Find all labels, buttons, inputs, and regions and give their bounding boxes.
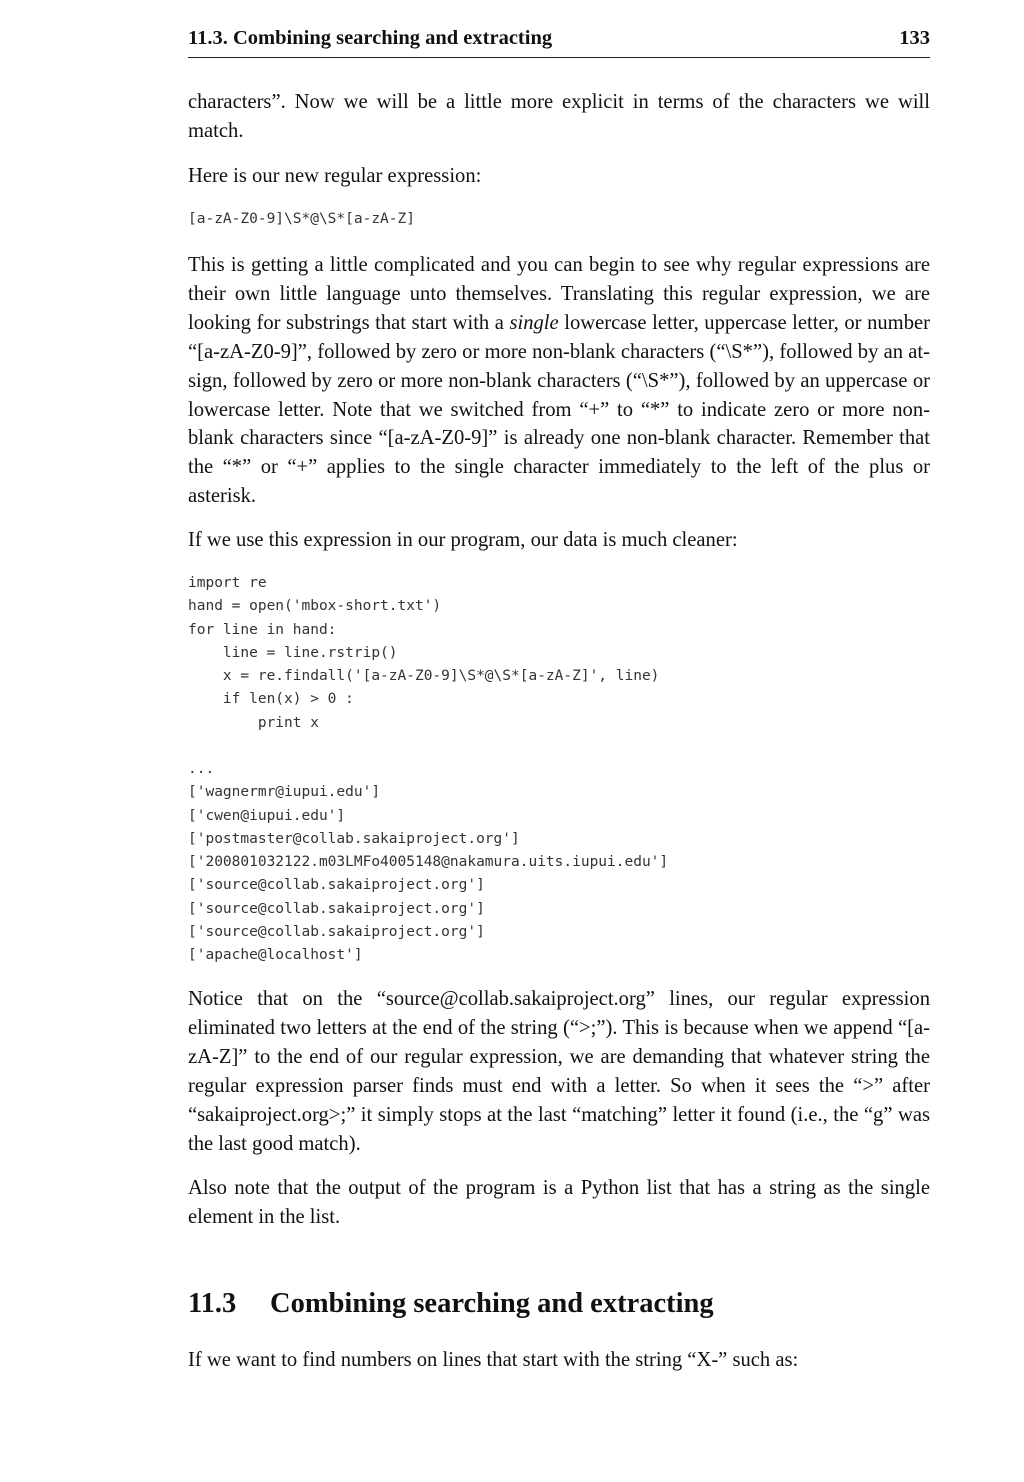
paragraph-text-part: This is getting a little complicated and you can begin to see why regular expressions are their own little language unto themselves. Translating this regular expression, we are looking for substrings that start with a — [188, 254, 930, 334]
regex-code-line: [a-zA-Z0-9]\S*@\S*[a-zA-Z] — [188, 211, 415, 227]
paragraph-output-is-list: Also note that the output of the program is a Python list that has a string as the single element in the list. — [188, 1177, 930, 1228]
paragraph-regex-explanation — [188, 251, 930, 511]
section-number: 11.3 — [188, 1288, 237, 1319]
running-header-title: 11.3. Combining searching and extracting — [188, 27, 553, 49]
running-header — [188, 27, 930, 58]
paragraph-text-part: lowercase letter, uppercase letter, or number “[a-zA-Z0-9]”, followed by zero or more non-blank characters (“\S*”), followed by an at-sign, followed by zero or more non-blank characters (“\S*”), followed by an uppercase or lowercase letter. Note that we switched from “+” to “*” to indicate zero or more non-blank characters since “[a-zA-Z0-9]” is already one non-blank character. Remember that the “*” or “+” applies to the single character immediately to the left of the plus or asterisk. — [188, 311, 930, 508]
paragraph-find-numbers: If we want to find numbers on lines that start with the string “X-” such as: — [188, 1349, 799, 1371]
page-number: 133 — [899, 27, 930, 49]
program-code-block: import re hand = open('mbox-short.txt') for line in hand: line = line.rstrip() x = re.findall('[a-zA-Z0-9]\S*@\S*[a-zA-Z]', line) if len(x) > 0 : print x — [188, 575, 660, 731]
paragraph-new-regex-intro: Here is our new regular expression: — [188, 165, 482, 187]
section-title: Combining searching and extracting — [270, 1288, 714, 1319]
paragraph-notice-source-lines: Notice that on the “source@collab.sakaiproject.org” lines, our regular expression eliminated two letters at the end of the string (“>;”). This is because when we append “[a-zA-Z]” to the end of our regular expression, we are demanding that whatever string the regular expression parser finds must end with a letter. So when it sees the “>” after “sakaiproject.org>;” it simply stops at the last “matching” letter it found (i.e., the “g” was the last good match). — [188, 988, 930, 1155]
book-page — [188, 0, 930, 1482]
section-heading — [188, 1285, 714, 1323]
emphasis-single: single — [509, 311, 559, 334]
paragraph-cleaner-data: If we use this expression in our program, our data is much cleaner: — [188, 529, 738, 551]
paragraph-characters-explicit: characters”. Now we will be a little more explicit in terms of the characters we will match. — [188, 91, 930, 142]
program-output-block: ... ['wagnermr@iupui.edu'] ['cwen@iupui.edu'] ['postmaster@collab.sakaiproject.org'] ['200801032122.m03LMFo4005148@nakamura.uits.iupui.edu'] ['source@collab.sakaiproject.org'] ['source@collab.sakaiproject.org'] ['source@collab.sakaiproject.org'] ['apache@localhost'] — [188, 761, 669, 964]
